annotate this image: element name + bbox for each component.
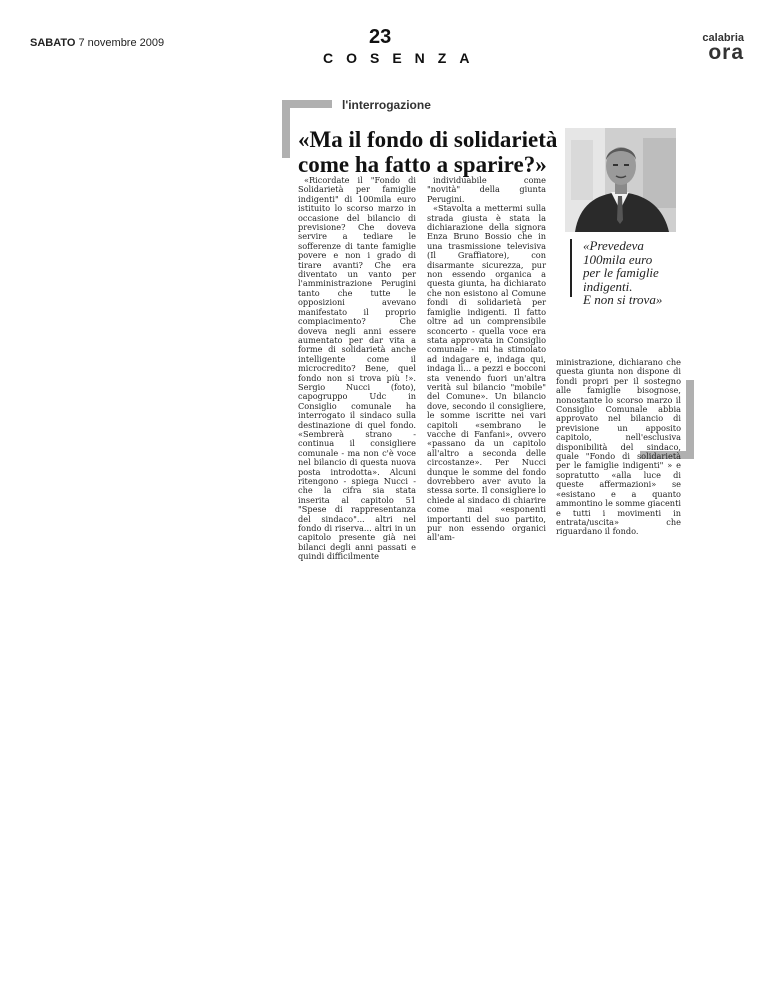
logo-line-1: calabria: [702, 32, 744, 44]
page-number: 23: [369, 26, 392, 48]
headline-line-2: come ha fatto a sparire?»: [298, 152, 547, 177]
frame-corner-bottom-right: [686, 380, 694, 459]
pull-quote-line: «Prevedeva: [583, 238, 644, 253]
frame-corner-top-left-bar: [282, 100, 332, 108]
pull-quote-bar: [570, 239, 572, 297]
pull-quote-line: E non si trova»: [583, 292, 663, 307]
pull-quote-line: per le famiglie: [583, 265, 659, 280]
paragraph: ministrazione, dichiarano che questa giunta non dispone di fondi propri per il sostegno alle famiglie bisognose, nonostante lo scorso marzo il Consiglio Comunale abbia approvato nel bilancio di previsione un apposito capitolo, nell'esclusiva disponibilità del sindaco, quale "Fondo di solidarietà per le famiglie indigenti" » e sopratutto «alla luce di queste affermazioni» se «esistano e a quanto ammontino le somme giacenti e tutti i movimenti in entrata/uscita» che riguardano il fondo.: [556, 357, 681, 537]
paragraph: «Ricordate il "Fondo di Solidarietà per famiglie indigenti" di 100mila euro istituito lo scorso marzo in occasione del bilancio di previsione? Che doveva servire a tediare le sofferenze di tante famiglie povere e non i grado di tirare avanti? Che era diventato un vanto per l'amministrazione Perugini tanto che tutte le opposizioni avevano manifestato il proprio compiacimento? Che doveva negli anni essere aumentato per dar vita a forme di solidarietà anche intelligente come il microcredito? Bene, quel fondo non si trova più !». Sergio Nucci (foto), capogruppo Udc in Consiglio comunale ha interrogato il sindaco sulla destinazione di quel fondo. «Sembrerà strano - continua il consigliere comunale - ma non c'è voce nel bilancio di questa nuova posta introdotta». Alcuni ritengono - spiega Nucci - che la cifra sia stata inserita al capitolo 51 "Spese di rappresentanza del sindaco"... altri nel fondo di riserva... altri in un capitolo presente già nei bilanci degli anni passati e quindi difficilmente: [298, 175, 416, 562]
pull-quote-line: indigenti.: [583, 278, 633, 294]
article-kicker: l'interrogazione: [342, 98, 431, 112]
pull-quote-line: 100mila euro: [583, 251, 653, 267]
paragraph: individuabile come "novità" della giunta Perugini.: [427, 175, 546, 204]
article-column-3: [556, 358, 681, 537]
portrait-photo: [565, 128, 676, 232]
issue-date-text: 7 novembre 2009: [78, 37, 165, 49]
issue-date: [30, 37, 164, 49]
section-title: COSENZA: [323, 50, 483, 66]
logo-line-2: ora: [708, 41, 744, 64]
newspaper-logo: [700, 32, 744, 64]
paragraph: «Stavolta a mettermi sulla strada giusta è stata la dichiarazione della signora Enza Bruno Bossio che in una trasmissione televisiva (Il Graffiatore), con disarmante sicurezza, pur non essendo organica a questa giunta, ha dichiarato che non esistono al Comune fondi di solidarietà per famiglie indigenti. Il fatto oltre ad un comprensibile sconcerto - quella voce era stata approvata in Consiglio comunale - mi ha stimolato ad indagare e, indaga qui, indaga lì... a pezzi e bocconi sta venendo fuori un'altra verità sul bilancio "mobile" del Comune». Un bilancio dove, secondo il consigliere, le somme iscritte nei vari capitoli «sembrano le vacche di Fanfani», ovvero «passano da un capitolo all'altro a seconda delle circostanze». Per Nucci dunque le somme del fondo dovrebbero aver avuto la stessa sorte. Il consigliere lo chiede al sindaco di chiarire come mai «esponenti importanti del suo partito, pur non essendo organici all'am-: [427, 203, 546, 543]
article-column-2: [427, 176, 546, 543]
article-column-1: [298, 176, 416, 562]
frame-corner-top-left: [282, 100, 290, 158]
issue-day: SABATO: [30, 37, 76, 49]
pull-quote: [583, 239, 683, 307]
headline-line-1: «Ma il fondo di solidarietà: [298, 127, 558, 152]
portrait-image: [565, 128, 676, 232]
